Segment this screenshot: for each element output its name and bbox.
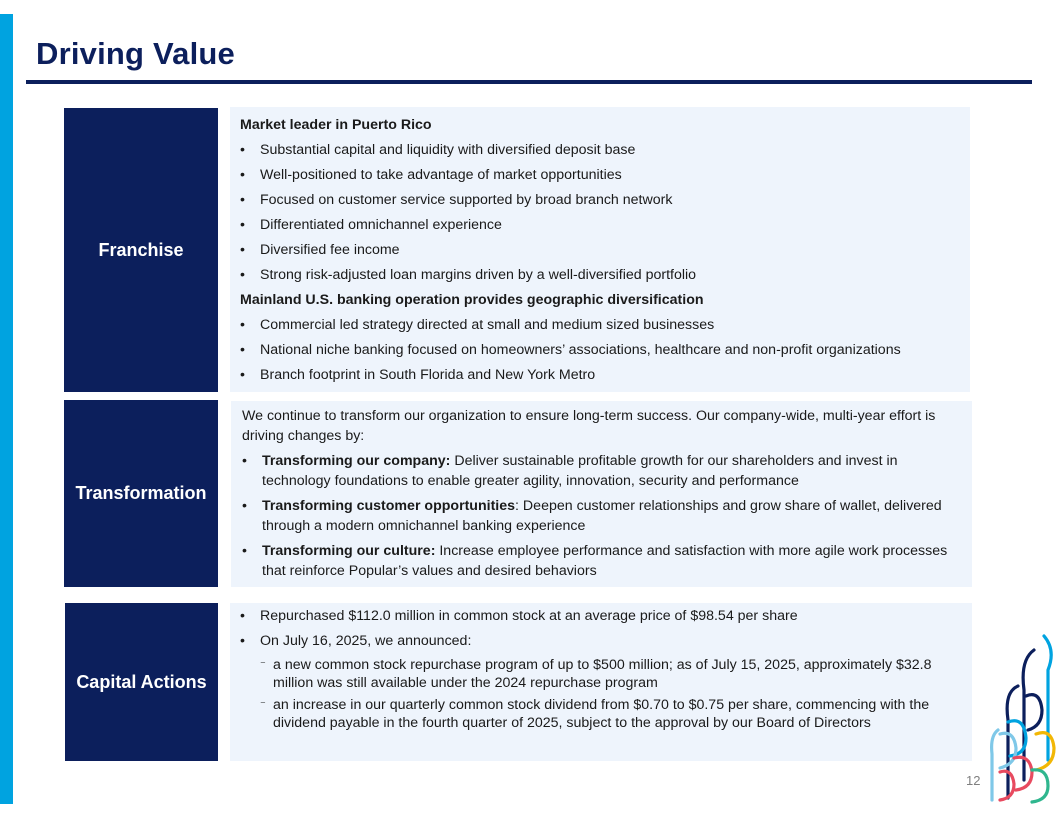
franchise-bullet: • Substantial capital and liquidity with diversified deposit base: [240, 142, 636, 158]
transformation-intro: We continue to transform our organization to ensure long-term success. Our company-wide, multi-year effort is driving changes by:: [242, 408, 936, 444]
franchise-bullet: • Strong risk-adjusted loan margins driven by a well-diversified portfolio: [240, 267, 697, 283]
franchise-label: Franchise: [64, 108, 218, 392]
transformation-bullet: • Transforming our company: Deliver sustainable profitable growth for our shareholders and invest in technology foundations to enable greater agility, innovation, security and performance: [242, 453, 898, 489]
franchise-heading-puerto-rico: Market leader in Puerto Rico: [240, 117, 432, 133]
title-underline: [26, 80, 1032, 84]
franchise-content: [230, 107, 970, 392]
capital-bullet: • On July 16, 2025, we announced:: [240, 633, 472, 649]
franchise-bullet: • Diversified fee income: [240, 242, 400, 258]
franchise-bullet: • Differentiated omnichannel experience: [240, 217, 502, 233]
franchise-bullet: • Branch footprint in South Florida and New York Metro: [240, 367, 596, 383]
transformation-bullet: • Transforming our culture: Increase employee performance and satisfaction with more agile work processes that reinforce Popular’s values and desired behaviors: [242, 543, 948, 579]
franchise-bullet: • Focused on customer service supported by broad branch network: [240, 192, 673, 208]
transformation-bullet: • Transforming customer opportunities: Deepen customer relationships and grow share of wallet, delivered through a modern omnichannel banking experience: [242, 498, 942, 534]
capital-bullet: • Repurchased $112.0 million in common stock at an average price of $98.54 per share: [240, 608, 798, 624]
capital-actions-content: [230, 603, 972, 761]
franchise-bullet: • National niche banking focused on homeowners’ associations, healthcare and non-profit organizations: [240, 342, 901, 358]
page-number: 12: [966, 773, 981, 788]
franchise-heading-mainland: Mainland U.S. banking operation provides geographic diversification: [240, 292, 704, 308]
capital-sub-bullet: ⁻ an increase in our quarterly common stock dividend from $0.70 to $0.75 per share, commencing with the dividend payable in the fourth quarter of 2025, subject to the approval by our Board of Directors: [260, 697, 930, 731]
capital-actions-label: Capital Actions: [65, 603, 218, 761]
franchise-bullet: • Commercial led strategy directed at small and medium sized businesses: [240, 317, 715, 333]
capital-sub-bullet: ⁻ a new common stock repurchase program of up to $500 million; as of July 15, 2025, approximately $32.8 million was still available under the 2024 repurchase program: [260, 657, 932, 691]
accent-side-bar: [0, 14, 13, 804]
franchise-bullet: • Well-positioned to take advantage of market opportunities: [240, 167, 622, 183]
brand-logo: [990, 630, 1056, 808]
transformation-content: [231, 401, 972, 587]
page-title: Driving Value: [36, 36, 235, 71]
transformation-label: Transformation: [64, 400, 218, 587]
